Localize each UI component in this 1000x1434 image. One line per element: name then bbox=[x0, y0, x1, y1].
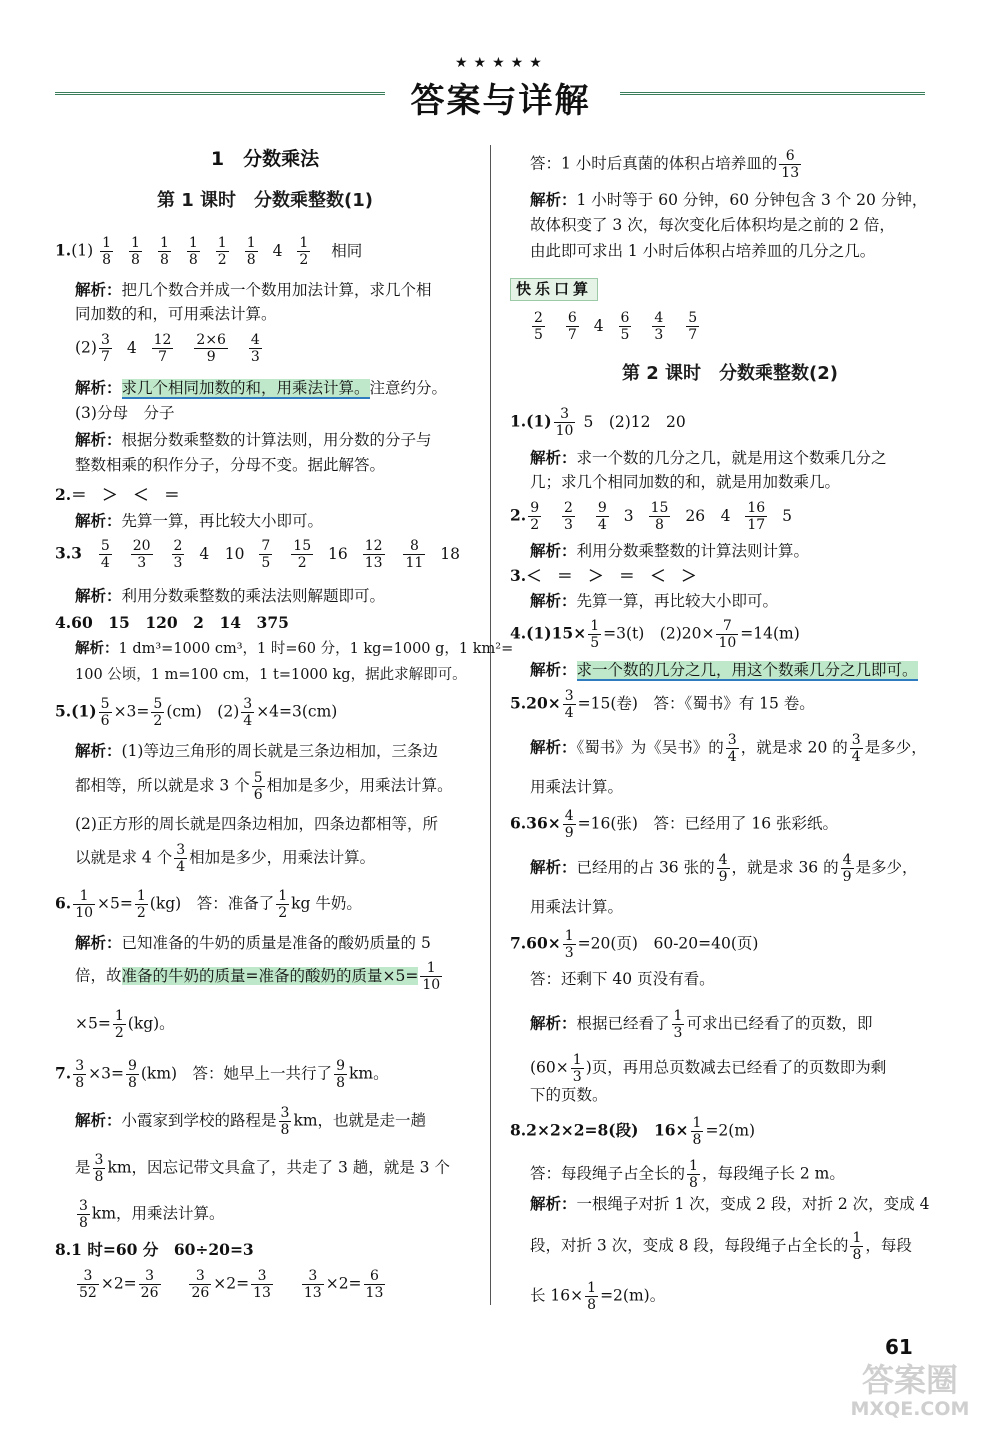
r3-explain: 解析：先算一算，再比较大小即可。 bbox=[530, 591, 779, 610]
r7-explain-a: 解析：根据已经看了 $\frac{1}{3}$ 可求出已经看了的页数，即 bbox=[530, 1008, 873, 1042]
fraction: $\frac{1}{8}$ bbox=[587, 1280, 597, 1314]
r3-answer: 3.＜ ＝ ＞ ＝ ＜ ＞ bbox=[510, 566, 697, 585]
fraction: $\frac{1}{2}$ bbox=[299, 235, 309, 269]
r7-explain-b: (60× $\frac{1}{3}$ )页，再用总页数减去已经看了的页数即为剩 bbox=[530, 1052, 887, 1086]
fraction: $\frac{4}{3}$ bbox=[654, 310, 664, 344]
q6-answer: 6. $\frac{1}{10}$ ×5= $\frac{1}{2}$ (kg) 答：准备了 $\frac{1}{2}$ kg 牛奶。 bbox=[55, 888, 362, 922]
fraction: $\frac{2}{5}$ bbox=[534, 310, 543, 344]
fraction: $\frac{4}{9}$ bbox=[564, 808, 574, 842]
r8-explain-a: 解析：一根绳子对折 1 次，变成 2 段，对折 2 次，变成 4 bbox=[530, 1194, 930, 1213]
fraction: $\frac{5}{7}$ bbox=[688, 310, 698, 344]
fraction: $\frac{3}{4}$ bbox=[564, 688, 574, 722]
lesson-title-1: 第 1 课时 分数乘整数(1) bbox=[156, 190, 374, 211]
r-prev-answer: 答：1 小时后真菌的体积占培养皿的 $\frac{6}{13}$ bbox=[530, 148, 800, 182]
stars-decoration: ★★★★★ bbox=[455, 55, 548, 71]
q1-explain2: 解析：求几个相同加数的和，用乘法计算。注意约分。 bbox=[75, 378, 448, 397]
q7-explain-c: $\frac{3}{8}$ km，用乘法计算。 bbox=[79, 1198, 225, 1232]
r-prev-explain-b: 故体积变了 3 次，每次变化后体积均是之前的 2 倍， bbox=[530, 216, 895, 234]
fraction: $\frac{5}{2}$ bbox=[153, 696, 163, 730]
fraction: $\frac{1}{8}$ bbox=[188, 235, 198, 269]
r7-answer: 7.60× $\frac{1}{3}$ =20(页) 60-20=40(页) bbox=[510, 928, 759, 962]
fraction: $\frac{3}{52}$ bbox=[79, 1268, 97, 1302]
q2-explain: 解析：先算一算，再比较大小即可。 bbox=[75, 511, 324, 530]
fraction: $\frac{3}{13}$ bbox=[303, 1268, 322, 1302]
watermark-logo: 答案圈 bbox=[861, 1361, 958, 1399]
fraction: $\frac{3}{26}$ bbox=[140, 1268, 159, 1302]
q1-explain3b: 整数相乘的积作分子，分母不变。据此解答。 bbox=[75, 456, 386, 474]
column-divider bbox=[490, 145, 491, 1305]
fraction: $\frac{9}{4}$ bbox=[597, 500, 607, 534]
r5-answer: 5.20× $\frac{3}{4}$ =15(卷) 答：《蜀书》有 15 卷。 bbox=[510, 688, 815, 722]
q5-answer: 5.(1) $\frac{5}{6}$ ×3= $\frac{5}{2}$ (cm) (2) $\frac{3}{4}$ ×4=3(cm) bbox=[55, 696, 338, 730]
fraction: $\frac{9}{2}$ bbox=[530, 500, 540, 534]
kuaile-answers: $\frac{2}{5}$ $\frac{6}{7}$ 4 $\frac{6}{5}$ $\frac{4}{3}$ $\frac{5}{7}$ bbox=[534, 310, 698, 344]
fraction: $\frac{3}{8}$ bbox=[94, 1152, 104, 1186]
fraction: $\frac{3}{4}$ bbox=[851, 732, 861, 766]
fraction: $\frac{2}{3}$ bbox=[564, 500, 573, 534]
q4-answer: 4.60 15 120 2 14 375 bbox=[55, 613, 289, 632]
header-rule-left bbox=[55, 92, 385, 95]
r7-answer-text: 答：还剩下 40 页没有看。 bbox=[530, 970, 715, 988]
fraction: $\frac{9}{8}$ bbox=[336, 1058, 345, 1092]
fraction: $\frac{1}{2}$ bbox=[278, 888, 288, 922]
fraction: $\frac{5}{6}$ bbox=[100, 696, 110, 730]
fraction: $\frac{1}{3}$ bbox=[673, 1008, 683, 1042]
r-prev-explain-a: 解析：1 小时等于 60 分钟，60 分钟包含 3 个 20 分钟， bbox=[530, 190, 928, 209]
fraction: $\frac{5}{6}$ bbox=[253, 770, 263, 804]
fraction: $\frac{7}{10}$ bbox=[718, 618, 737, 652]
kuaile-tag: 快乐口算 bbox=[510, 278, 598, 301]
r8-explain-c: 长 16× $\frac{1}{8}$ =2(m)。 bbox=[530, 1280, 666, 1314]
fraction: $\frac{1}{10}$ bbox=[75, 888, 94, 922]
fraction: $\frac{1}{2}$ bbox=[136, 888, 146, 922]
r1-explain-a: 解析：求一个数的几分之几，就是用这个数乘几分之 bbox=[530, 448, 887, 467]
fraction: $\frac{3}{10}$ bbox=[555, 406, 574, 440]
q5-explain-a: 解析：(1)等边三角形的周长就是三条边相加，三条边 bbox=[75, 741, 438, 760]
q6-explain-c: ×5= $\frac{1}{2}$ (kg)。 bbox=[75, 1008, 175, 1042]
q8-fractions: $\frac{3}{52}$ ×2= $\frac{3}{26}$ $\frac{3}{26}$ ×2= $\frac{3}{13}$ $\frac{3}{13}$ ×2= $\frac{6}{13}$ bbox=[79, 1268, 384, 1302]
fraction: $\frac{5}{4}$ bbox=[100, 538, 110, 572]
fraction: $\frac{1}{8}$ bbox=[692, 1115, 702, 1149]
r4-answer: 4.(1)15× $\frac{1}{5}$ =3(t) (2)20× $\frac{7}{10}$ =14(m) bbox=[510, 618, 800, 652]
q7-explain-b: 是 $\frac{3}{8}$ km，因忘记带文具盒了，共走了 3 趟，就是 3 个 bbox=[75, 1152, 450, 1186]
q1-part2: (2) $\frac{3}{7}$ 4 $\frac{12}{7}$ $\frac{2\times 6}{9}$ $\frac{4}{3}$ bbox=[75, 332, 260, 366]
fraction: $\frac{3}{4}$ bbox=[176, 842, 186, 876]
fraction: $\frac{3}{8}$ bbox=[280, 1105, 290, 1139]
fraction: $\frac{1}{3}$ bbox=[564, 928, 574, 962]
fraction: $\frac{1}{3}$ bbox=[572, 1052, 582, 1086]
fraction: $\frac{16}{17}$ bbox=[747, 500, 766, 534]
r8-answer: 8.2×2×2=8(段) 16× $\frac{1}{8}$ =2(m) bbox=[510, 1115, 756, 1149]
fraction: $\frac{12}{13}$ bbox=[364, 538, 383, 572]
q5-explain-d: 以就是求 4 个 $\frac{3}{4}$ 相加是多少，用乘法计算。 bbox=[75, 842, 376, 876]
fraction: $\frac{1}{8}$ bbox=[689, 1158, 698, 1192]
q4-explain-b: 100 公顷，1 m=100 cm，1 t=1000 kg，据此求解即可。 bbox=[75, 667, 467, 683]
q4-explain: 解析：1 dm³=1000 cm³，1 时=60 分，1 kg=1000 g，1 km²= bbox=[75, 640, 514, 657]
fraction: $\frac{6}{13}$ bbox=[365, 1268, 384, 1302]
q5-explain-b: 都相等，所以就是求 3 个 $\frac{5}{6}$ 相加是多少，用乘法计算。 bbox=[75, 770, 453, 804]
fraction: $\frac{15}{8}$ bbox=[650, 500, 669, 534]
section-title: 1 分数乘法 bbox=[210, 148, 320, 170]
q3-explain: 解析：利用分数乘整数的乘法法则解题即可。 bbox=[75, 586, 386, 605]
r6-answer: 6.36× $\frac{4}{9}$ =16(张) 答：已经用了 16 张彩纸。 bbox=[510, 808, 839, 842]
fraction: $\frac{6}{13}$ bbox=[781, 148, 800, 182]
fraction: $\frac{15}{2}$ bbox=[293, 538, 312, 572]
r4-explain: 解析：求一个数的几分之几，用这个数乘几分之几即可。 bbox=[530, 660, 918, 679]
q1-explain1b: 同加数的和，可用乘法计算。 bbox=[75, 305, 277, 323]
q2-answer: 2.＝ ＞ ＜ ＝ bbox=[55, 485, 180, 504]
fraction: $\frac{2\times 6}{9}$ bbox=[196, 332, 226, 366]
fraction: $\frac{4}{3}$ bbox=[250, 332, 260, 366]
r6-explain-a: 解析：已经用的占 36 张的 $\frac{4}{9}$ ，就是求 36 的 $\frac{4}{9}$ 是多少， bbox=[530, 852, 918, 886]
fraction: $\frac{1}{8}$ bbox=[159, 235, 169, 269]
r2-answer: 2. $\frac{9}{2}$ $\frac{2}{3}$ $\frac{9}{4}$ 3 $\frac{15}{8}$ 26 4 $\frac{16}{17}$ 5 bbox=[510, 500, 793, 534]
fraction: $\frac{1}{10}$ bbox=[422, 960, 441, 994]
fraction: $\frac{1}{8}$ bbox=[131, 235, 140, 269]
fraction: $\frac{1}{2}$ bbox=[217, 235, 227, 269]
watermark-url: MXQE.COM bbox=[850, 1398, 970, 1420]
q3-answer: 3.3 $\frac{5}{4}$ $\frac{20}{3}$ $\frac{2}{3}$ 4 10 $\frac{7}{5}$ $\frac{15}{2}$ 16 $\frac{12}{13}$ $\frac{8}{11}$ 18 bbox=[55, 538, 460, 572]
fraction: $\frac{3}{7}$ bbox=[100, 332, 110, 366]
header-rule-right bbox=[620, 92, 925, 95]
q1-part1: 1.(1) $\frac{1}{8}$ $\frac{1}{8}$ $\frac{1}{8}$ $\frac{1}{8}$ $\frac{1}{2}$ $\frac{1}{8}$ 4 $\frac{1}{2}$ 相同 bbox=[55, 235, 363, 269]
r-prev-explain-c: 由此即可求出 1 小时后体积占培养皿的几分之几。 bbox=[530, 242, 876, 260]
q7-explain-a: 解析：小霞家到学校的路程是 $\frac{3}{8}$ km，也就是走一趟 bbox=[75, 1105, 427, 1139]
q1-explain3: 解析：根据分数乘整数的计算法则，用分数的分子与 bbox=[75, 430, 432, 449]
fraction: $\frac{3}{8}$ bbox=[79, 1198, 88, 1232]
r8-explain-b: 段，对折 3 次，变成 8 段，每段绳子占全长的 $\frac{1}{8}$ ，每段 bbox=[530, 1230, 912, 1264]
fraction: $\frac{3}{13}$ bbox=[253, 1268, 271, 1302]
q1-part3: (3)分母 分子 bbox=[75, 404, 175, 422]
r7-explain-c: 下的页数。 bbox=[530, 1086, 608, 1104]
fraction: $\frac{1}{8}$ bbox=[852, 1230, 862, 1264]
fraction: $\frac{3}{26}$ bbox=[191, 1268, 210, 1302]
fraction: $\frac{4}{9}$ bbox=[718, 852, 728, 886]
fraction: $\frac{20}{3}$ bbox=[132, 538, 151, 572]
q8-answer: 8.1 时=60 分 60÷20=3 bbox=[55, 1240, 254, 1259]
fraction: $\frac{1}{5}$ bbox=[590, 618, 600, 652]
r5-explain-a: 解析：《蜀书》为《吴书》的 $\frac{3}{4}$ ，就是求 20 的 $\frac{3}{4}$ 是多少， bbox=[530, 732, 927, 766]
page-title: 答案与详解 bbox=[410, 81, 591, 121]
fraction: $\frac{8}{11}$ bbox=[405, 538, 424, 572]
r8-answer-text: 答：每段绳子占全长的 $\frac{1}{8}$ ，每段绳子长 2 m。 bbox=[530, 1158, 845, 1192]
q1-explain1: 解析：把几个数合并成一个数用加法计算，求几个相 bbox=[75, 280, 432, 299]
fraction: $\frac{3}{4}$ bbox=[243, 696, 253, 730]
r1-answer: 1.(1) $\frac{3}{10}$ 5 (2)12 20 bbox=[510, 406, 686, 440]
q7-answer: 7. $\frac{3}{8}$ ×3= $\frac{9}{8}$ (km) 答：她早上一共行了 $\frac{9}{8}$ km。 bbox=[55, 1058, 389, 1092]
fraction: $\frac{1}{8}$ bbox=[102, 235, 112, 269]
fraction: $\frac{7}{5}$ bbox=[261, 538, 271, 572]
fraction: $\frac{3}{4}$ bbox=[727, 732, 737, 766]
r2-explain: 解析：利用分数乘整数的计算法则计算。 bbox=[530, 541, 810, 560]
fraction: $\frac{12}{7}$ bbox=[153, 332, 172, 366]
fraction: $\frac{9}{8}$ bbox=[127, 1058, 137, 1092]
fraction: $\frac{1}{8}$ bbox=[246, 235, 256, 269]
lesson-title-2: 第 2 课时 分数乘整数(2) bbox=[621, 363, 839, 384]
r6-explain-b: 用乘法计算。 bbox=[530, 898, 624, 916]
fraction: $\frac{4}{9}$ bbox=[842, 852, 852, 886]
fraction: $\frac{2}{3}$ bbox=[173, 538, 183, 572]
page-number: 61 bbox=[885, 1335, 913, 1359]
q6-explain-a: 解析：已知准备的牛奶的质量是准备的酸奶质量的 5 bbox=[75, 933, 431, 952]
fraction: $\frac{6}{7}$ bbox=[567, 310, 577, 344]
r5-explain-b: 用乘法计算。 bbox=[530, 778, 624, 796]
fraction: $\frac{3}{8}$ bbox=[75, 1058, 85, 1092]
r1-explain-b: 几；求几个相同加数的和，就是用加数乘几。 bbox=[530, 473, 841, 491]
q6-explain-b: 倍，故准备的牛奶的质量=准备的酸奶的质量×5= $\frac{1}{10}$ bbox=[75, 960, 441, 994]
q5-explain-c: (2)正方形的周长就是四条边相加，四条边都相等，所 bbox=[75, 815, 438, 833]
fraction: $\frac{6}{5}$ bbox=[620, 310, 630, 344]
page-header bbox=[0, 55, 1000, 125]
fraction: $\frac{1}{2}$ bbox=[114, 1008, 124, 1042]
